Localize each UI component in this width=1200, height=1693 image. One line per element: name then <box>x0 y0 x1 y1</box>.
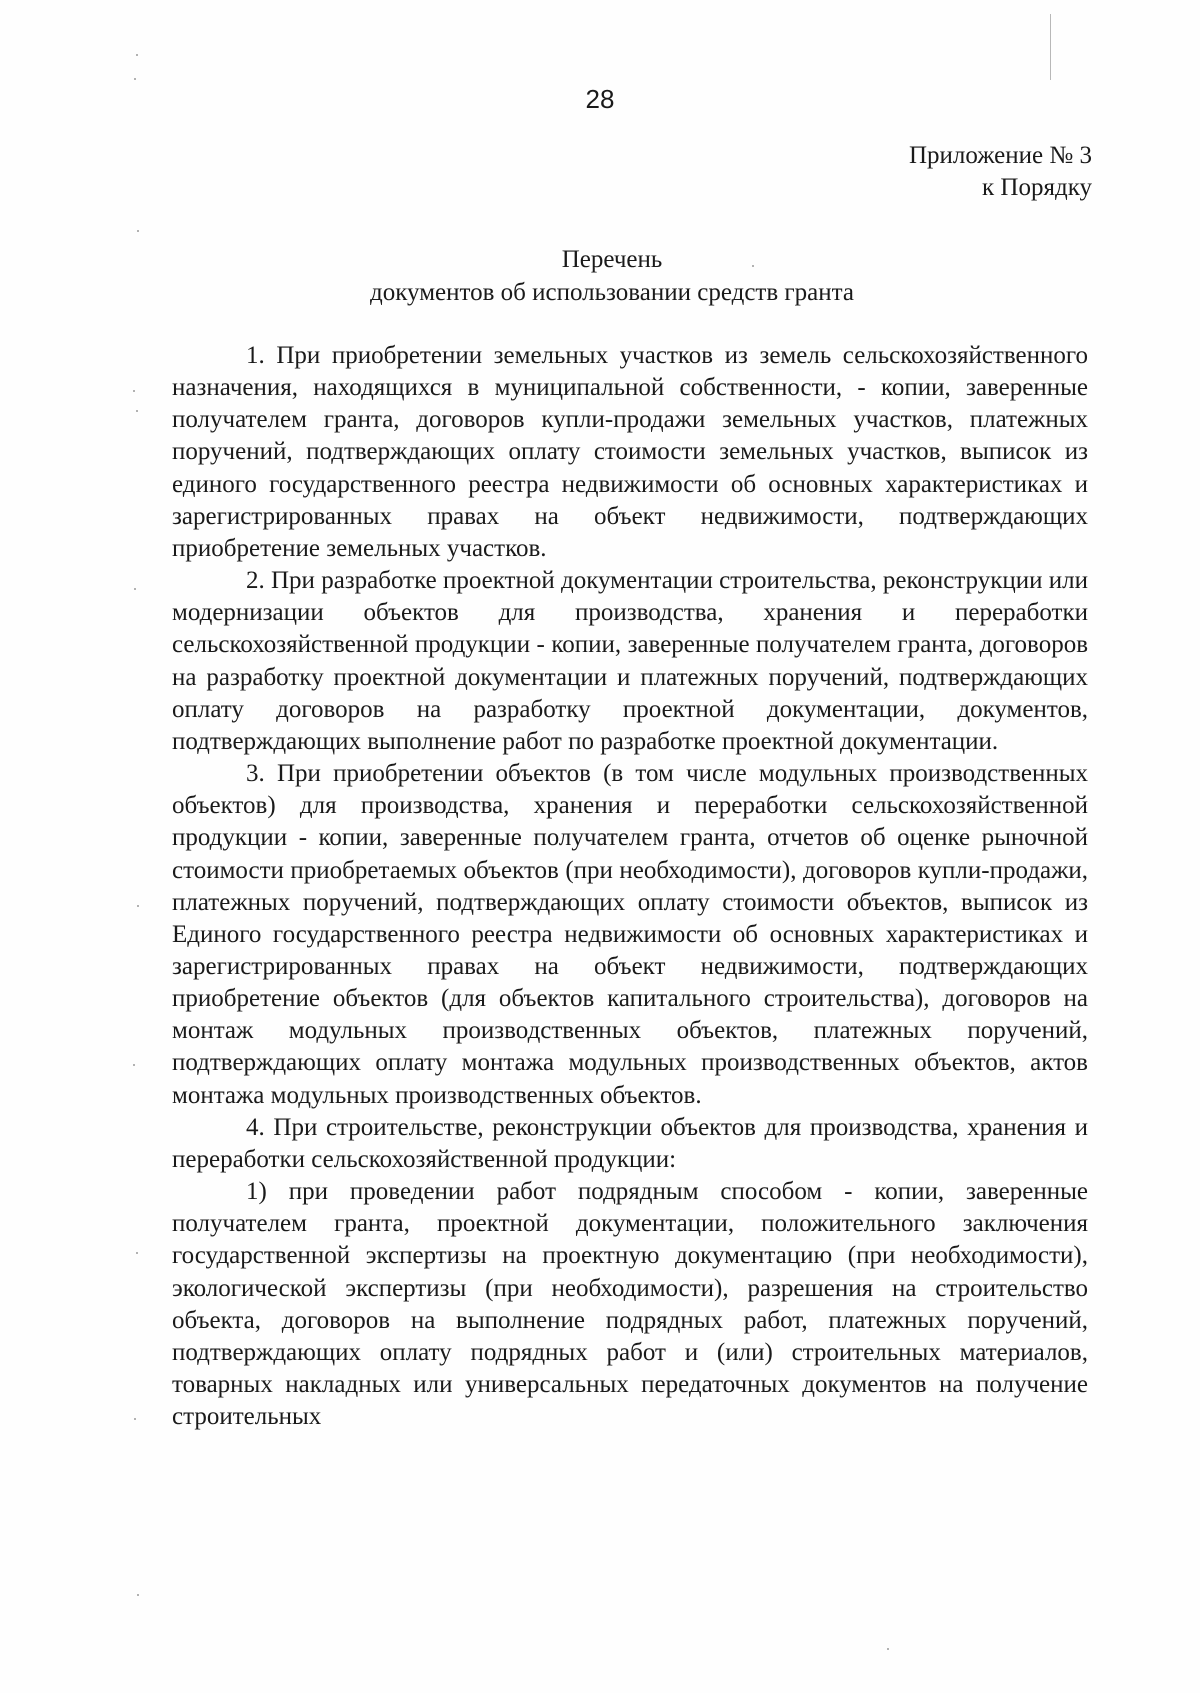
scan-speck <box>136 410 138 412</box>
scan-speck <box>137 230 139 232</box>
appendix-reference <box>909 140 1092 204</box>
scan-speck <box>887 1648 889 1650</box>
paragraph-2: 2. При разработке проектной документации строительства, реконструкции или модернизации объектов для производства, хранения и переработки сельскохозяйственной продукции - копии, заверенные получателем гранта, договоров на разработку проектной документации и платежных поручений, подтверждающих оплату договоров на разработку проектной документации, документов, подтверждающих выполнение работ по разработке проектной документации. <box>172 567 1088 755</box>
paragraph-4: 4. При строительстве, реконструкции объектов для производства, хранения и переработки сельскохозяйственной продукции: <box>172 1113 1088 1173</box>
document-body <box>172 340 1088 1433</box>
scan-speck <box>137 1594 139 1596</box>
document-title <box>0 244 1200 309</box>
title-line-2: документов об использовании средств гранта <box>370 279 854 306</box>
scan-speck <box>136 1252 138 1254</box>
scan-speck <box>137 905 139 907</box>
paragraph-4-subitem-1: 1) при проведении работ подрядным способом - копии, заверенные получателем гранта, проектной документации, положительного заключения государственной экспертизы на проектную документацию (при необходимости), экологической экспертизы (при необходимости), разрешения на строительство объекта, договоров на выполнение подрядных работ, платежных поручений, подтверждающих оплату подрядных работ и (или) строительных материалов, товарных накладных или универсальных передаточных документов на получение строительных <box>172 1178 1088 1431</box>
scan-speck <box>134 588 136 590</box>
paragraph-1: 1. При приобретении земельных участков из земель сельскохозяйственного назначения, находящихся в муниципальной собственности, - копии, заверенные получателем гранта, договоров купли-продажи земельных участков, платежных поручений, подтверждающих оплату стоимости земельных участков, выписок из единого государственного реестра недвижимости об основных характеристиках и зарегистрированных правах на объект недвижимости, подтверждающих приобретение земельных участков. <box>172 342 1088 562</box>
paragraph-3: 3. При приобретении объектов (в том числе модульных производственных объектов) для производства, хранения и переработки сельскохозяйственной продукции - копии, заверенные получателем гранта, отчетов об оценке рыночной стоимости приобретаемых объектов (при необходимости), договоров купли-продажи, платежных поручений, подтверждающих оплату стоимости объектов, выписок из Единого государственного реестра недвижимости об основных характеристиках и зарегистрированных правах на объект недвижимости, подтверждающих приобретение объектов (для объектов капитального строительства), договоров на монтаж модульных производственных объектов, платежных поручений, подтверждающих оплату монтажа модульных производственных объектов, актов монтажа модульных производственных объектов. <box>172 760 1088 1109</box>
scan-speck <box>133 390 135 392</box>
scan-speck <box>134 78 136 80</box>
title-line-1: Перечень <box>561 246 663 273</box>
scan-speck <box>136 54 138 56</box>
page-number: 28 <box>585 84 615 114</box>
scan-speck <box>134 1418 136 1420</box>
scan-edge-mark <box>1050 14 1051 80</box>
appendix-label: Приложение № 3 <box>908 142 1092 169</box>
scan-speck <box>133 1064 135 1066</box>
appendix-order-ref: к Порядку <box>982 174 1092 201</box>
